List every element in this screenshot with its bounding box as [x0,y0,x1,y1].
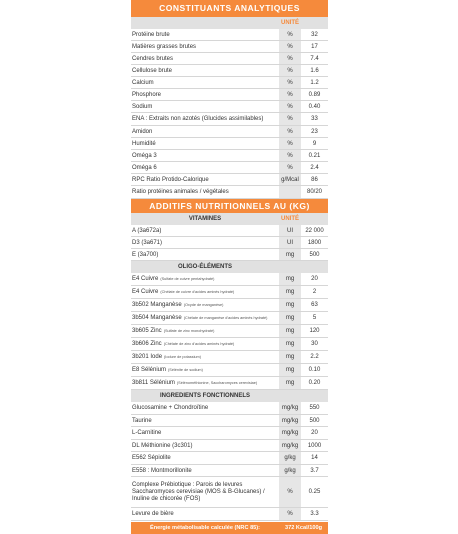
row-value: 17 [311,43,318,50]
unit-header-row [131,17,328,29]
row-label-cell [131,65,279,76]
row-unit: % [279,113,301,125]
row-unit: % [279,126,301,137]
row-label: Levure de bière [132,511,174,517]
row-label: D3 (3a671) [132,239,163,246]
row-value: 86 [311,176,318,183]
ingredients-header-row [131,390,328,402]
row-value: 0.89 [308,91,321,98]
row-label: E (3a700) [132,251,159,258]
row-label-cell [131,286,279,298]
row-label-cell [131,186,279,198]
row-unit: % [279,89,301,100]
unit-header: UNITÉ [279,213,301,225]
row-label-cell [131,351,279,363]
table-row [131,465,328,477]
row-label: A (3a672a) [132,227,162,234]
row-label: Phosphore [132,91,162,98]
table-row [131,174,328,186]
oligo-header: OLIGO-ÉLÉMENTS [131,261,279,273]
row-label-cell [131,237,279,248]
row-label-cell [131,273,279,285]
table-row [131,325,328,338]
row-label: Amidon [132,128,153,135]
row-label: 3b811 Sélénium [132,380,175,386]
ingredient-rows [131,402,328,521]
row-label: 3b606 Zinc [132,341,162,347]
oligo-rows [131,273,328,390]
oligo-header-row [131,261,328,273]
table-row [131,477,328,508]
row-unit: mg [279,325,301,337]
row-unit: % [279,65,301,76]
row-note: (Chélate de manganèse d'acides aminés hydraté) [183,316,268,320]
row-unit: % [279,150,301,161]
row-label-cell [131,138,279,149]
row-unit: UI [279,225,301,236]
table-row [131,273,328,286]
row-value: 1000 [307,442,322,449]
nutritional-additives-title: ADDITIFS NUTRITIONNELS AU (KG) [131,199,328,213]
row-label-cell [131,465,279,476]
row-unit: % [279,138,301,149]
row-unit: % [279,41,301,52]
row-value: 0.40 [308,103,321,110]
vitamins-header-row [131,213,328,225]
row-unit: mg [279,286,301,298]
table-row [131,440,328,452]
row-value: 0.25 [308,489,321,495]
table-row [131,225,328,237]
row-value: 2.2 [310,354,319,360]
row-unit: % [279,53,301,64]
row-unit: g/kg [279,465,301,476]
vitamin-rows [131,225,328,261]
row-note: (Oxyde de manganèse) [183,303,224,307]
energy-value: 372 Kcal/100g [284,525,322,531]
table-row [131,415,328,427]
row-unit: mg/kg [279,415,301,426]
table-row [131,364,328,377]
table-row [131,29,328,41]
table-row [131,186,328,199]
row-label-cell [131,41,279,52]
row-value: 20 [311,430,318,436]
row-label: Cendres brutes [132,55,174,62]
row-label-cell [131,126,279,137]
row-label: Oméga 3 [132,152,157,159]
row-label: Ratio protéines animales / végétales [132,189,229,195]
row-unit: mg [279,377,301,389]
row-note: (Iodure de potassium) [164,355,201,359]
table-row [131,53,328,65]
row-label-cell [131,113,279,125]
table-row [131,77,328,89]
row-unit: mg [279,273,301,285]
row-label: Complexe Prébiotique : Parois de levures Saccharomyces cerevisiae (MOS & B-Glucanes) / Inuline de chicorée (FOS) [132,482,265,502]
row-label: Glucosamine + Chondroïtine [132,405,209,411]
row-unit: mg [279,249,301,260]
row-value: 0.21 [308,152,321,159]
row-unit: % [279,162,301,173]
row-label-cell [131,477,279,507]
row-label: E562 Sépiolite [132,455,171,461]
ingredients-header: INGREDIENTS FONCTIONNELS [131,390,279,402]
row-value: 0.20 [308,380,321,386]
row-label: Oméga 6 [132,164,157,171]
analytical-rows [131,29,328,199]
row-label-cell [131,364,279,376]
row-value: 7.4 [310,55,319,62]
table-row [131,89,328,101]
row-value: 30 [311,341,318,347]
table-row [131,41,328,53]
row-label-cell [131,225,279,236]
energy-label: Énergie métabolisable calculée (NRC 85): [149,525,261,531]
row-value: 14 [311,455,318,461]
row-value: 23 [311,128,318,135]
vitamins-header: VITAMINES [131,213,279,225]
table-row [131,427,328,440]
row-label-cell [131,415,279,426]
row-value: 120 [309,328,320,334]
row-value: 80/20 [306,189,322,195]
row-label-cell [131,101,279,112]
row-label: RPC Ratio Protido-Calorique [132,176,209,183]
energy-footer [131,522,328,534]
row-unit: g/Mcal [279,174,301,185]
table-row [131,162,328,174]
row-note: (Sélénométhionine, Saccharomyces cerevisiae) [176,381,258,385]
table-row [131,508,328,521]
table-row [131,249,328,261]
table-row [131,113,328,126]
row-value: 3.3 [310,511,319,517]
table-row [131,138,328,150]
table-row [131,312,328,325]
table-row [131,402,328,415]
row-label: E8 Sélénium [132,367,167,373]
row-value: 500 [309,417,320,424]
row-label-cell [131,162,279,173]
row-unit: mg/kg [279,440,301,451]
table-row [131,286,328,299]
row-unit: % [279,77,301,88]
row-value: 500 [309,251,320,258]
row-value: 5 [312,315,317,321]
row-label-cell [131,299,279,311]
row-note: (Sulfate de cuivre pentahydraté) [160,277,215,281]
table-row [131,452,328,465]
row-label-cell [131,249,279,260]
row-unit: % [279,29,301,40]
table-row [131,338,328,351]
row-label-cell [131,440,279,451]
row-value: 2.4 [310,164,319,171]
row-label: Calcium [132,79,154,86]
row-label-cell [131,29,279,40]
nutrition-table [131,0,328,534]
row-unit: mg/kg [279,402,301,414]
row-value: 0.10 [308,367,321,373]
row-value: 3.7 [310,467,319,474]
table-row [131,150,328,162]
table-row [131,101,328,113]
row-unit [279,186,301,198]
row-label: Protéine brute [132,31,170,38]
row-unit: % [279,508,301,520]
table-row [131,237,328,249]
row-unit: mg [279,299,301,311]
row-note: (Sélénite de sodium) [168,368,203,372]
row-unit: % [279,477,301,507]
row-label-cell [131,508,279,520]
row-label-cell [131,325,279,337]
row-label: Taurine [132,417,152,424]
unit-header: UNITÉ [279,17,301,29]
table-row [131,351,328,364]
row-unit: g/kg [279,452,301,464]
row-label-cell [131,89,279,100]
row-note: (Chélate de zinc d'acides aminés hydraté) [163,342,235,346]
row-unit: mg [279,338,301,350]
row-label-cell [131,150,279,161]
row-label: 3b504 Manganèse [132,315,182,321]
row-label-cell [131,174,279,185]
row-value: 20 [311,276,318,282]
row-label-cell [131,53,279,64]
row-value: 550 [309,405,320,411]
row-label-cell [131,312,279,324]
row-label: 3b605 Zinc [132,328,162,334]
row-label: Sodium [132,103,153,110]
table-row [131,126,328,138]
table-row [131,299,328,312]
row-value: 63 [311,302,318,308]
row-label: Cellulose brute [132,67,173,74]
row-value: 22 000 [305,227,324,234]
table-row [131,65,328,77]
row-value: 2 [312,289,317,295]
row-note: (Chélate de cuivre d'acides aminés hydraté) [160,290,235,294]
row-label-cell [131,452,279,464]
row-unit: % [279,101,301,112]
analytical-constituents-title: CONSTITUANTS ANALYTIQUES [131,0,328,17]
row-label-cell [131,402,279,414]
row-label: ENA : Extraits non azotés (Glucides assimilables) [132,116,264,122]
row-label-cell [131,77,279,88]
row-value: 9 [312,140,317,147]
row-note: (Sulfate de zinc monohydraté) [163,329,215,333]
row-label: Matières grasses brutes [132,43,197,50]
row-value: 33 [311,116,318,122]
row-label: E4 Cuivre [132,276,159,282]
row-value: 1800 [307,239,322,246]
row-unit: mg [279,364,301,376]
row-label: Humidité [132,140,156,147]
table-row [131,377,328,390]
row-label-cell [131,377,279,389]
row-label-cell [131,338,279,350]
row-unit: mg [279,312,301,324]
row-value: 1.6 [310,67,319,74]
row-unit: UI [279,237,301,248]
row-label: L-Carnitine [132,430,162,436]
row-value: 1.2 [310,79,319,86]
row-unit: mg/kg [279,427,301,439]
row-label: 3b201 Iode [132,354,163,360]
row-label-cell [131,427,279,439]
row-label: DL Méthionine (3c301) [132,442,193,449]
row-label: E558 : Montmorillonite [132,467,192,474]
row-value: 32 [311,31,318,38]
row-label: E4 Cuivre [132,289,159,295]
row-unit: mg [279,351,301,363]
row-label: 3b502 Manganèse [132,302,182,308]
